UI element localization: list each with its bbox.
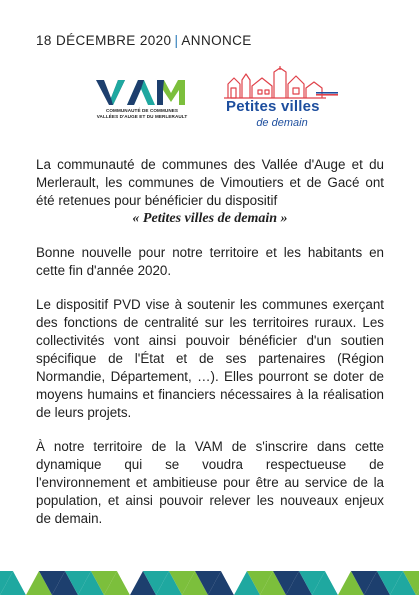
post-category[interactable]: ANNONCE [181, 33, 252, 48]
pvd-title: Petites villes [226, 98, 320, 115]
logos-row [0, 64, 419, 144]
town-skyline-graphic [222, 66, 342, 100]
post-date: 18 DÉCEMBRE 2020 [36, 33, 172, 48]
paragraph-intro [36, 156, 384, 228]
paragraph-2: Bonne nouvelle pour notre territoire et les habitants en cette fin d'année 2020. [36, 245, 384, 278]
pvd-subtitle: de demain [256, 117, 308, 129]
header-separator: | [174, 33, 179, 48]
skyline-house-3 [288, 76, 304, 98]
paragraph-3: Le dispositif PVD vise à soutenir les communes exerçant des fonctions de centralité sur les territoires ruraux. Les collectivités vont ainsi pouvoir bénéficier d'un soutien spécifique de l'État et de ses partenaires (Région Normandie, Département, …). Elles pourront se doter de moyens humains et financiers nécessaires à la réalisation de leurs projets. [36, 297, 384, 420]
skyline-tower [242, 74, 250, 98]
skyline-church [274, 68, 286, 98]
intro-text: La communauté de communes des Vallée d'Auge et du Merlerault, les communes de Vimoutiers et de Gacé ont été retenues pour bénéficier du dispositif [36, 157, 384, 208]
vam-letter-v-accent [111, 80, 125, 105]
post-header [36, 33, 252, 48]
skyline-house-2 [252, 78, 272, 98]
vam-logo[interactable] [92, 78, 192, 134]
vam-tagline [92, 108, 192, 119]
vam-tagline-line1: COMMUNAUTÉ DE COMMUNES [105, 108, 179, 113]
vam-letters-graphic [92, 78, 192, 106]
paragraph-4: À notre territoire de la VAM de s'inscrire dans cette dynamique qui se voudra respectueuse de l'environnement et ambitieuse pour être au service de la population, et ainsi pouvoir relever les nouveaux enjeux de demain. [36, 439, 384, 526]
skyline-window-3 [293, 88, 299, 94]
program-name: « Petites villes de demain » [132, 211, 288, 226]
article-body [36, 156, 384, 544]
pvd-stripe-red [316, 94, 338, 96]
pvd-stripe-blue [316, 92, 338, 94]
footer-triangle-pattern [0, 571, 419, 595]
pvd-logo[interactable] [222, 66, 342, 142]
vam-tagline-line2: VALLÉES D'AUGE ET DU MERLERAULT [96, 113, 188, 119]
skyline-window-1 [258, 90, 262, 94]
vam-letter-m-left [157, 80, 164, 105]
skyline-door-1 [231, 88, 236, 98]
vam-letter-a-left [127, 80, 144, 105]
skyline-window-2 [265, 90, 269, 94]
